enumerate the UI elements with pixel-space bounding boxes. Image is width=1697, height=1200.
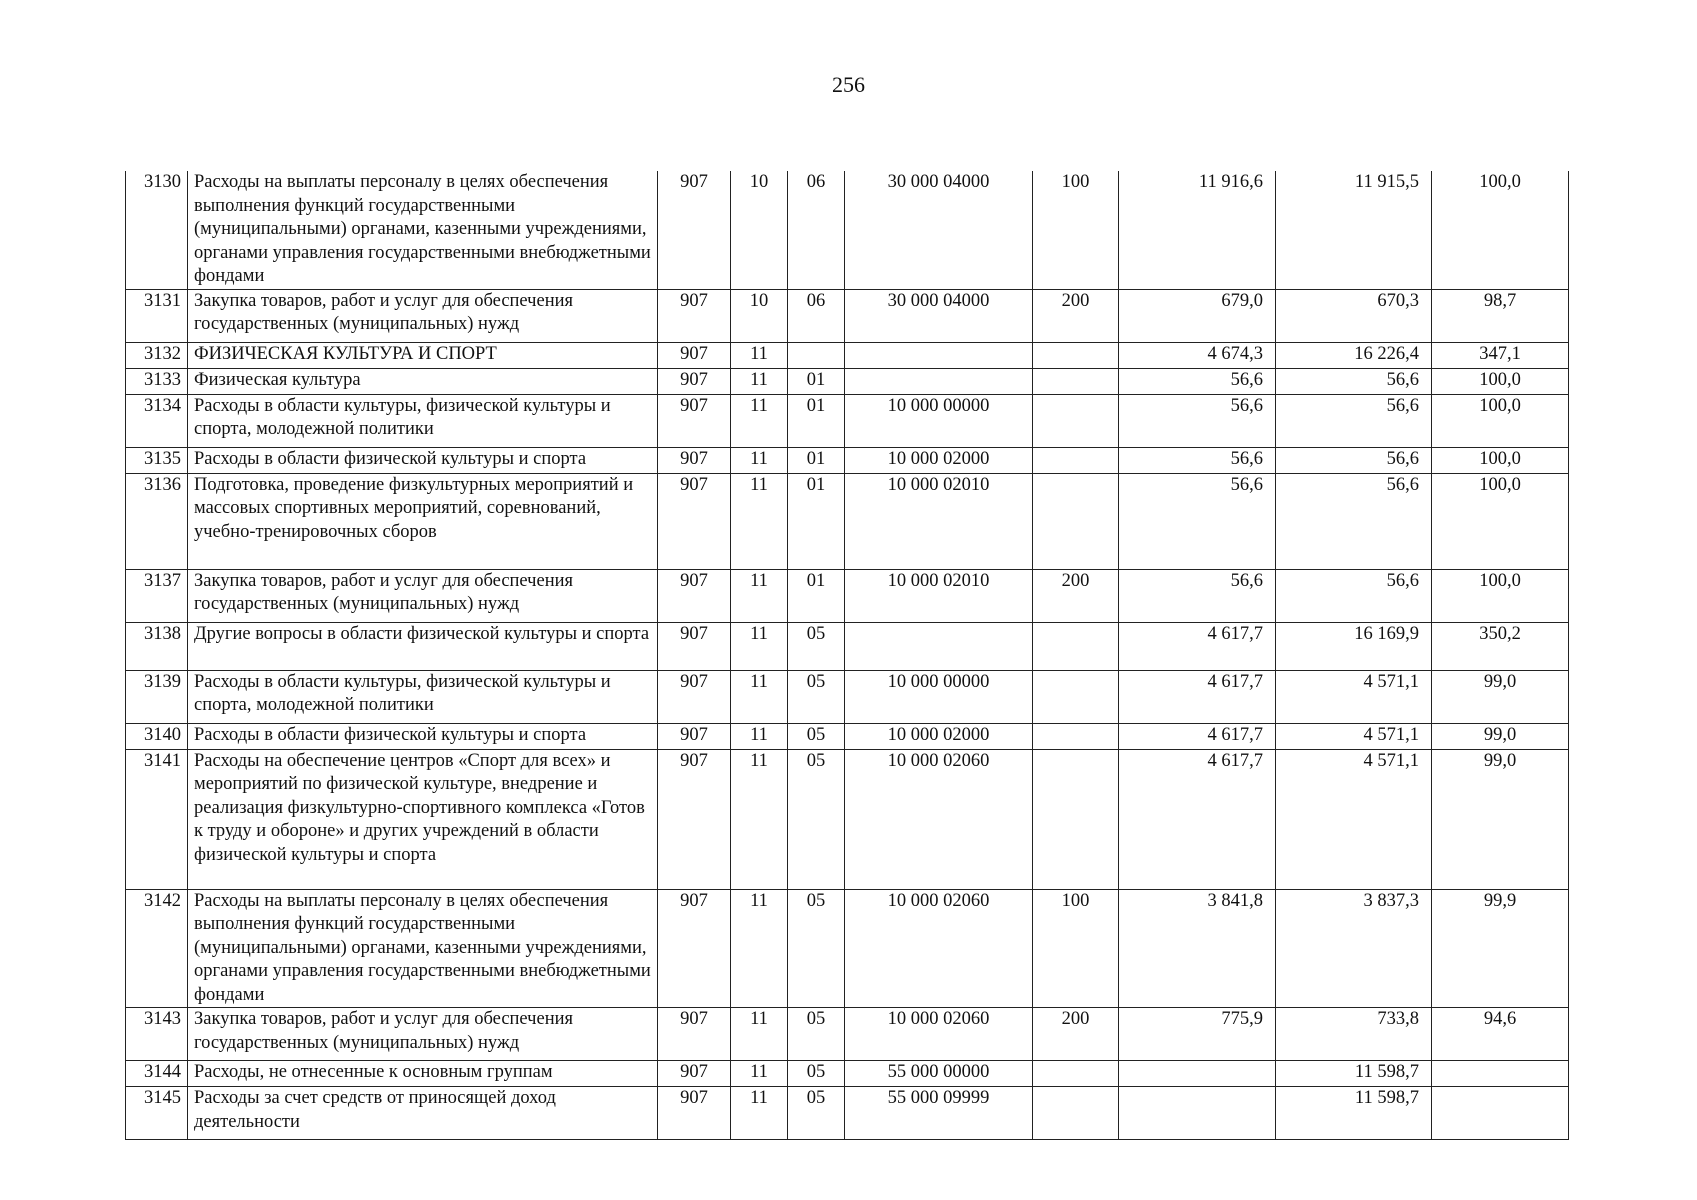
budget-table <box>125 171 1569 1140</box>
row-name-cell: Расходы, не отнесенные к основным группам <box>188 1061 658 1087</box>
section-code-cell: 11 <box>731 622 788 670</box>
expense-type-cell <box>1033 670 1119 723</box>
actual-amount-cell: 4 571,1 <box>1276 723 1432 749</box>
ved-code-cell: 907 <box>658 1008 731 1061</box>
page-number: 256 <box>832 72 865 97</box>
actual-amount-cell: 3 837,3 <box>1276 889 1432 1008</box>
expense-type-cell <box>1033 473 1119 569</box>
target-article-cell: 10 000 02010 <box>845 473 1033 569</box>
expense-type-cell <box>1033 1087 1119 1140</box>
percent-cell: 100,0 <box>1432 171 1569 289</box>
actual-amount-cell: 16 226,4 <box>1276 342 1432 368</box>
row-number-cell: 3134 <box>126 394 188 447</box>
target-article-cell <box>845 622 1033 670</box>
section-code-cell: 11 <box>731 569 788 622</box>
row-number-cell: 3135 <box>126 447 188 473</box>
planned-amount-cell: 56,6 <box>1119 368 1276 394</box>
actual-amount-cell: 56,6 <box>1276 569 1432 622</box>
target-article-cell: 10 000 00000 <box>845 394 1033 447</box>
table-row <box>126 171 1569 289</box>
row-name-cell: Закупка товаров, работ и услуг для обеспечения государственных (муниципальных) нужд <box>188 569 658 622</box>
target-article-cell: 10 000 02010 <box>845 569 1033 622</box>
expense-type-cell <box>1033 394 1119 447</box>
row-name-cell: Расходы на выплаты персоналу в целях обеспечения выполнения функций государственными (муниципальными) органами, казенными учреждениями, органами управления государственными внебюджетными фондами <box>188 171 658 289</box>
row-number-cell: 3139 <box>126 670 188 723</box>
planned-amount-cell <box>1119 1061 1276 1087</box>
actual-amount-cell: 56,6 <box>1276 394 1432 447</box>
expense-type-cell: 200 <box>1033 569 1119 622</box>
expense-type-cell <box>1033 723 1119 749</box>
actual-amount-cell: 4 571,1 <box>1276 670 1432 723</box>
target-article-cell <box>845 368 1033 394</box>
section-code-cell: 11 <box>731 749 788 889</box>
ved-code-cell: 907 <box>658 171 731 289</box>
percent-cell: 100,0 <box>1432 473 1569 569</box>
table-row <box>126 889 1569 1008</box>
planned-amount-cell: 56,6 <box>1119 447 1276 473</box>
expense-type-cell <box>1033 368 1119 394</box>
row-number-cell: 3142 <box>126 889 188 1008</box>
percent-cell: 100,0 <box>1432 569 1569 622</box>
percent-cell: 99,0 <box>1432 749 1569 889</box>
subsection-code-cell: 05 <box>788 670 845 723</box>
subsection-code-cell: 05 <box>788 723 845 749</box>
table-row <box>126 394 1569 447</box>
row-number-cell: 3138 <box>126 622 188 670</box>
target-article-cell: 30 000 04000 <box>845 171 1033 289</box>
table-row <box>126 749 1569 889</box>
row-name-cell: Другие вопросы в области физической культуры и спорта <box>188 622 658 670</box>
row-number-cell: 3140 <box>126 723 188 749</box>
expense-type-cell: 100 <box>1033 889 1119 1008</box>
subsection-code-cell: 05 <box>788 1008 845 1061</box>
row-name-cell: Расходы за счет средств от приносящей доход деятельности <box>188 1087 658 1140</box>
planned-amount-cell: 11 916,6 <box>1119 171 1276 289</box>
subsection-code-cell: 05 <box>788 749 845 889</box>
subsection-code-cell: 05 <box>788 622 845 670</box>
table-row <box>126 569 1569 622</box>
actual-amount-cell: 733,8 <box>1276 1008 1432 1061</box>
target-article-cell: 10 000 02060 <box>845 1008 1033 1061</box>
row-number-cell: 3143 <box>126 1008 188 1061</box>
subsection-code-cell: 05 <box>788 889 845 1008</box>
section-code-cell: 11 <box>731 723 788 749</box>
row-name-cell: Расходы в области физической культуры и спорта <box>188 447 658 473</box>
row-name-cell: Расходы на обеспечение центров «Спорт для всех» и мероприятий по физической культуре, внедрение и реализация физкультурно-спортивного комплекса «Готов к труду и обороне» и других учреждений в области физической культуры и спорта <box>188 749 658 889</box>
section-code-cell: 10 <box>731 289 788 342</box>
planned-amount-cell: 56,6 <box>1119 394 1276 447</box>
section-code-cell: 11 <box>731 394 788 447</box>
row-number-cell: 3133 <box>126 368 188 394</box>
expense-type-cell <box>1033 1061 1119 1087</box>
planned-amount-cell: 775,9 <box>1119 1008 1276 1061</box>
percent-cell: 347,1 <box>1432 342 1569 368</box>
table-row <box>126 1087 1569 1140</box>
ved-code-cell: 907 <box>658 670 731 723</box>
row-name-cell: Расходы в области культуры, физической культуры и спорта, молодежной политики <box>188 670 658 723</box>
table-row <box>126 342 1569 368</box>
expense-type-cell: 200 <box>1033 1008 1119 1061</box>
section-code-cell: 11 <box>731 889 788 1008</box>
section-code-cell: 11 <box>731 670 788 723</box>
planned-amount-cell: 679,0 <box>1119 289 1276 342</box>
subsection-code-cell: 01 <box>788 394 845 447</box>
actual-amount-cell: 56,6 <box>1276 473 1432 569</box>
planned-amount-cell: 56,6 <box>1119 569 1276 622</box>
actual-amount-cell: 670,3 <box>1276 289 1432 342</box>
subsection-code-cell: 05 <box>788 1087 845 1140</box>
subsection-code-cell: 06 <box>788 171 845 289</box>
section-code-cell: 11 <box>731 473 788 569</box>
planned-amount-cell: 56,6 <box>1119 473 1276 569</box>
section-code-cell: 11 <box>731 1008 788 1061</box>
row-number-cell: 3145 <box>126 1087 188 1140</box>
planned-amount-cell <box>1119 1087 1276 1140</box>
ved-code-cell: 907 <box>658 368 731 394</box>
table-row <box>126 368 1569 394</box>
planned-amount-cell: 4 617,7 <box>1119 670 1276 723</box>
section-code-cell: 11 <box>731 1061 788 1087</box>
actual-amount-cell: 4 571,1 <box>1276 749 1432 889</box>
actual-amount-cell: 11 598,7 <box>1276 1087 1432 1140</box>
section-code-cell: 10 <box>731 171 788 289</box>
row-name-cell: Расходы в области физической культуры и спорта <box>188 723 658 749</box>
table-row <box>126 1061 1569 1087</box>
actual-amount-cell: 16 169,9 <box>1276 622 1432 670</box>
percent-cell: 100,0 <box>1432 394 1569 447</box>
ved-code-cell: 907 <box>658 889 731 1008</box>
row-name-cell: Закупка товаров, работ и услуг для обеспечения государственных (муниципальных) нужд <box>188 1008 658 1061</box>
table-row <box>126 723 1569 749</box>
ved-code-cell: 907 <box>658 289 731 342</box>
subsection-code-cell: 06 <box>788 289 845 342</box>
target-article-cell: 10 000 00000 <box>845 670 1033 723</box>
actual-amount-cell: 56,6 <box>1276 447 1432 473</box>
table-row <box>126 447 1569 473</box>
percent-cell: 99,0 <box>1432 670 1569 723</box>
row-number-cell: 3144 <box>126 1061 188 1087</box>
planned-amount-cell: 3 841,8 <box>1119 889 1276 1008</box>
actual-amount-cell: 56,6 <box>1276 368 1432 394</box>
ved-code-cell: 907 <box>658 749 731 889</box>
target-article-cell: 55 000 09999 <box>845 1087 1033 1140</box>
row-number-cell: 3131 <box>126 289 188 342</box>
table-row <box>126 622 1569 670</box>
table-row <box>126 289 1569 342</box>
row-name-cell: Расходы в области культуры, физической культуры и спорта, молодежной политики <box>188 394 658 447</box>
table-row <box>126 1008 1569 1061</box>
ved-code-cell: 907 <box>658 447 731 473</box>
percent-cell <box>1432 1061 1569 1087</box>
expense-type-cell <box>1033 622 1119 670</box>
target-article-cell <box>845 342 1033 368</box>
ved-code-cell: 907 <box>658 569 731 622</box>
percent-cell: 350,2 <box>1432 622 1569 670</box>
planned-amount-cell: 4 617,7 <box>1119 622 1276 670</box>
ved-code-cell: 907 <box>658 1061 731 1087</box>
section-code-cell: 11 <box>731 368 788 394</box>
row-name-cell: Физическая культура <box>188 368 658 394</box>
row-number-cell: 3136 <box>126 473 188 569</box>
section-code-cell: 11 <box>731 342 788 368</box>
budget-table-body <box>126 171 1569 1140</box>
subsection-code-cell: 01 <box>788 368 845 394</box>
percent-cell: 98,7 <box>1432 289 1569 342</box>
planned-amount-cell: 4 617,7 <box>1119 723 1276 749</box>
percent-cell: 94,6 <box>1432 1008 1569 1061</box>
row-name-cell: Расходы на выплаты персоналу в целях обеспечения выполнения функций государственными (муниципальными) органами, казенными учреждениями, органами управления государственными внебюджетными фондами <box>188 889 658 1008</box>
ved-code-cell: 907 <box>658 1087 731 1140</box>
ved-code-cell: 907 <box>658 473 731 569</box>
table-row <box>126 473 1569 569</box>
planned-amount-cell: 4 674,3 <box>1119 342 1276 368</box>
section-code-cell: 11 <box>731 447 788 473</box>
row-number-cell: 3141 <box>126 749 188 889</box>
subsection-code-cell: 01 <box>788 447 845 473</box>
expense-type-cell <box>1033 447 1119 473</box>
row-number-cell: 3137 <box>126 569 188 622</box>
percent-cell <box>1432 1087 1569 1140</box>
percent-cell: 99,0 <box>1432 723 1569 749</box>
percent-cell: 100,0 <box>1432 368 1569 394</box>
row-number-cell: 3130 <box>126 171 188 289</box>
percent-cell: 100,0 <box>1432 447 1569 473</box>
planned-amount-cell: 4 617,7 <box>1119 749 1276 889</box>
target-article-cell: 10 000 02000 <box>845 447 1033 473</box>
actual-amount-cell: 11 915,5 <box>1276 171 1432 289</box>
table-row <box>126 670 1569 723</box>
target-article-cell: 55 000 00000 <box>845 1061 1033 1087</box>
section-code-cell: 11 <box>731 1087 788 1140</box>
ved-code-cell: 907 <box>658 394 731 447</box>
subsection-code-cell <box>788 342 845 368</box>
expense-type-cell: 100 <box>1033 171 1119 289</box>
ved-code-cell: 907 <box>658 723 731 749</box>
row-number-cell: 3132 <box>126 342 188 368</box>
expense-type-cell: 200 <box>1033 289 1119 342</box>
row-name-cell: Закупка товаров, работ и услуг для обеспечения государственных (муниципальных) нужд <box>188 289 658 342</box>
ved-code-cell: 907 <box>658 622 731 670</box>
subsection-code-cell: 01 <box>788 473 845 569</box>
actual-amount-cell: 11 598,7 <box>1276 1061 1432 1087</box>
target-article-cell: 10 000 02060 <box>845 749 1033 889</box>
row-name-cell: ФИЗИЧЕСКАЯ КУЛЬТУРА И СПОРТ <box>188 342 658 368</box>
percent-cell: 99,9 <box>1432 889 1569 1008</box>
subsection-code-cell: 01 <box>788 569 845 622</box>
expense-type-cell <box>1033 749 1119 889</box>
subsection-code-cell: 05 <box>788 1061 845 1087</box>
ved-code-cell: 907 <box>658 342 731 368</box>
target-article-cell: 10 000 02000 <box>845 723 1033 749</box>
target-article-cell: 30 000 04000 <box>845 289 1033 342</box>
expense-type-cell <box>1033 342 1119 368</box>
target-article-cell: 10 000 02060 <box>845 889 1033 1008</box>
row-name-cell: Подготовка, проведение физкультурных мероприятий и массовых спортивных мероприятий, соревнований, учебно-тренировочных сборов <box>188 473 658 569</box>
